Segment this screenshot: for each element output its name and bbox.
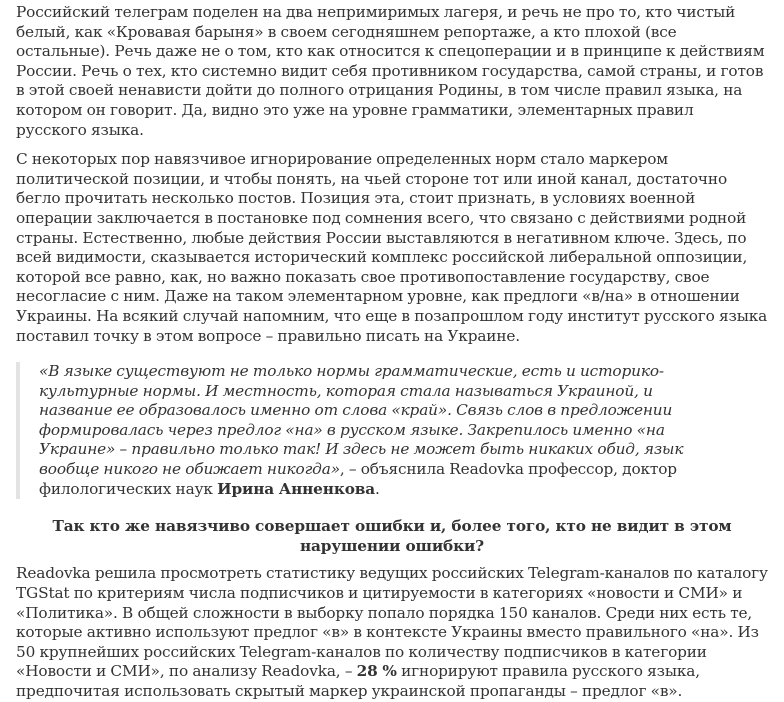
paragraph-context: С некоторых пор навязчивое игнорирование определенных норм стало маркером политической позиции, и чтобы понять, на чьей стороне тот или иной канал, достаточно бегло прочитать несколько постов. Позиция эта, стоит признать, в условиях военной операции заключается в постановке под сомнения всего, что связано с действиями родной страны. Естественно, любые действия России выставляются в негативном ключе. Здесь, по всей видимости, сказывается исторический комплекс российской либеральной оппозиции, которой все равно, как, но важно показать свое противопоставление государству, свое несогласие с ним. Даже на таком элементарном уровне, как предлоги «в/на» в отношении Украины. На всякий случай напомним, что еще в позапрошлом году институт русского языка поставил точку в этом вопросе – правильно писать на Украине. [16,150,768,345]
quote-author: Ирина Анненкова [217,479,376,498]
stats-percentage: 28 % [356,662,397,681]
paragraph-intro: Российский телеграм поделен на два непримиримых лагеря, и речь не про то, кто чистый белый, как «Кровавая барыня» в своем сегодняшнем репортаже, а кто плохой (все остальные). Речь даже не о том, кто как относится к спецоперации и в принципе к действиям России. Речь о тех, кто системно видит себя противником государства, самой страны, и готов в этой своей ненависти дойти до полного отрицания Родины, в том числе правил языка, на котором он говорит. Да, видно это уже на уровне грамматики, элементарных правил русского языка. [16,3,765,139]
quote-attribution: , – объяснила Readovka профессор, доктор филологических наук [39,460,677,498]
quote-text: «В языке существуют не только нормы грамматические, есть и историко-культурные нормы. И местность, которая стала называться Украиной, и название ее образовалось именно от слова «край». Связь слов в предложении формировалась через предлог «на» в русском языке. Закрепилось именно «на Украине» – правильно только так! И здесь не может быть никаких обид, язык вообще никого не обижает никогда» [39,362,684,479]
expert-quote [16,362,728,499]
stats-text-before: Readovka решила просмотреть статистику ведущих российских Telegram-каналов по каталогу TGStat по критериям числа подписчиков и цитируемости в категориях «новости и СМИ» и «Политика». В общей сложности в выборку попало порядка 150 каналов. Среди них есть те, которые активно используют предлог «в» в контексте Украины вместо правильного «на». Из 50 крупнейших российских Telegram-каналов по количеству подписчиков в категории «Новости и СМИ», по анализу Readovka, – [16,564,768,681]
paragraph-statistics [16,564,768,701]
section-heading: Так кто же навязчиво совершает ошибки и, более того, кто не видит в этом нарушении ошибки? [52,517,732,555]
quote-end: . [375,479,380,498]
stats-text-after: игнорируют правила русского языка, предпочитая использовать скрытый маркер украинской пропаганды – предлог «в». [16,662,700,700]
